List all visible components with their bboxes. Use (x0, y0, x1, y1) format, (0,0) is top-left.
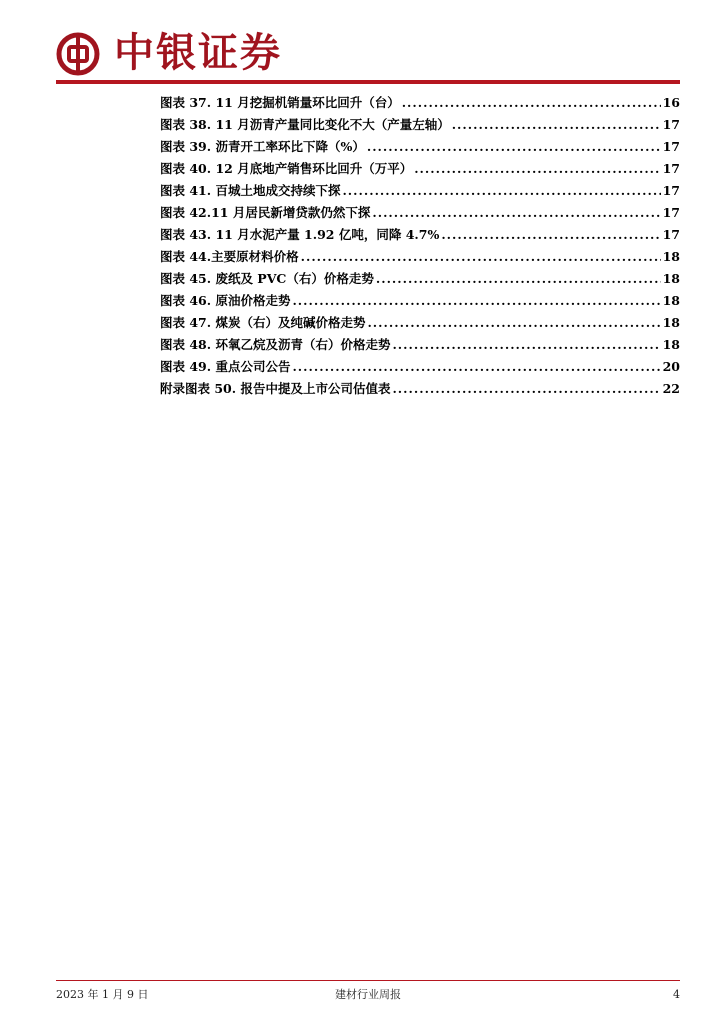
toc-entry-page: 17 (662, 205, 680, 220)
toc-entry-page: 18 (662, 315, 680, 330)
toc-dot-leader (376, 268, 661, 290)
toc-entry[interactable] (160, 180, 680, 202)
toc-entry-title: 图表 44.主要原材料价格 (160, 249, 299, 264)
page-footer (56, 986, 680, 1004)
toc-dot-leader (452, 114, 661, 136)
table-of-contents (160, 92, 680, 400)
toc-entry[interactable] (160, 268, 680, 290)
toc-entry-page: 17 (662, 161, 680, 176)
toc-entry[interactable] (160, 356, 680, 378)
footer-date: 2023 年 1 月 9 日 (56, 988, 149, 1001)
toc-entry[interactable] (160, 202, 680, 224)
toc-entry[interactable] (160, 312, 680, 334)
toc-entry-page: 17 (662, 117, 680, 132)
toc-entry-title: 图表 46. 原油价格走势 (160, 293, 291, 308)
toc-dot-leader (367, 312, 660, 334)
toc-entry[interactable] (160, 92, 680, 114)
toc-entry-page: 18 (662, 249, 680, 264)
toc-entry[interactable] (160, 334, 680, 356)
toc-entry-title: 图表 41. 百城土地成交持续下探 (160, 183, 341, 198)
footer-page-number: 4 (673, 988, 680, 1001)
toc-entry-page: 17 (662, 139, 680, 154)
footer-rule (56, 980, 680, 981)
toc-dot-leader (402, 92, 661, 114)
toc-entry[interactable] (160, 158, 680, 180)
toc-entry[interactable] (160, 224, 680, 246)
toc-entry-title: 图表 38. 11 月沥青产量同比变化不大（产量左轴） (160, 117, 450, 132)
toc-entry-title: 图表 47. 煤炭（右）及纯碱价格走势 (160, 315, 366, 330)
toc-entry-page: 17 (662, 227, 680, 242)
toc-entry-page: 17 (662, 183, 680, 198)
toc-entry-page: 18 (662, 271, 680, 286)
toc-entry-title: 附录图表 50. 报告中提及上市公司估值表 (160, 381, 391, 396)
toc-dot-leader (414, 158, 660, 180)
toc-entry[interactable] (160, 378, 680, 400)
toc-entry[interactable] (160, 290, 680, 312)
toc-entry-title: 图表 42.11 月居民新增贷款仍然下探 (160, 205, 371, 220)
toc-entry[interactable] (160, 246, 680, 268)
toc-dot-leader (441, 224, 660, 246)
toc-dot-leader (292, 356, 660, 378)
toc-entry-page: 16 (662, 95, 680, 110)
toc-dot-leader (342, 180, 660, 202)
toc-entry-title: 图表 39. 沥青开工率环比下降（%） (160, 139, 365, 154)
toc-entry-title: 图表 49. 重点公司公告 (160, 359, 291, 374)
toc-entry-title: 图表 45. 废纸及 PVC（右）价格走势 (160, 271, 374, 286)
toc-entry-page: 18 (662, 293, 680, 308)
page-header (56, 28, 680, 78)
header-rule (56, 80, 680, 84)
toc-entry-title: 图表 37. 11 月挖掘机销量环比回升（台） (160, 95, 400, 110)
toc-dot-leader (367, 136, 661, 158)
toc-entry-page: 22 (662, 381, 680, 396)
footer-report-title: 建材行业周报 (335, 988, 401, 1001)
toc-dot-leader (392, 378, 660, 400)
toc-entry-page: 20 (662, 359, 680, 374)
toc-dot-leader (301, 246, 661, 268)
toc-entry-title: 图表 43. 11 月水泥产量 1.92 亿吨，同降 4.7% (160, 227, 440, 242)
brand-name: 中银证券 (114, 29, 282, 76)
toc-dot-leader (392, 334, 660, 356)
toc-dot-leader (372, 202, 660, 224)
bank-of-china-logo-icon (56, 32, 100, 76)
toc-entry[interactable] (160, 136, 680, 158)
toc-entry-title: 图表 40. 12 月底地产销售环比回升（万平） (160, 161, 413, 176)
toc-entry-title: 图表 48. 环氧乙烷及沥青（右）价格走势 (160, 337, 391, 352)
toc-entry-page: 18 (662, 337, 680, 352)
toc-dot-leader (292, 290, 660, 312)
toc-entry[interactable] (160, 114, 680, 136)
